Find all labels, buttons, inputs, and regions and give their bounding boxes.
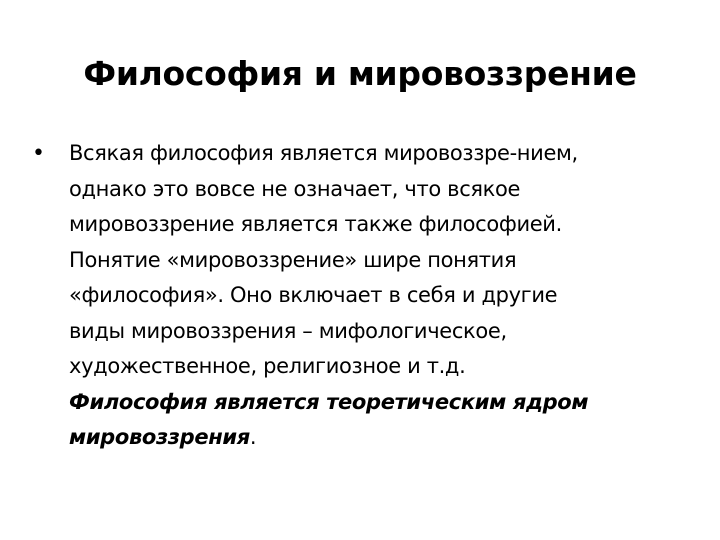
slide-title: Философия и мировоззрение (83, 54, 637, 93)
body-line: художественное, религиозное и т.д. (69, 354, 466, 378)
body-line: Понятие «мировоззрение» шире понятия (69, 247, 517, 272)
emphasis-word: мировоззрения (69, 425, 250, 449)
emphasis-last-line (69, 420, 689, 456)
body-line: виды мировоззрения – мифологическое, (69, 318, 507, 343)
bullet-text (69, 136, 689, 456)
emphasis-line: Философия является теоретическим ядром (69, 389, 589, 414)
body-line: Всякая философия является мировоззре-нием, (69, 141, 578, 165)
body-line: мировоззрение является также философией. (69, 212, 562, 236)
body-line: «философия». Оно включает в себя и другие (69, 283, 558, 307)
body-line: однако это вовсе не означает, что всякое (69, 176, 521, 201)
final-period: . (249, 425, 257, 449)
bullet-icon: • (32, 141, 45, 166)
